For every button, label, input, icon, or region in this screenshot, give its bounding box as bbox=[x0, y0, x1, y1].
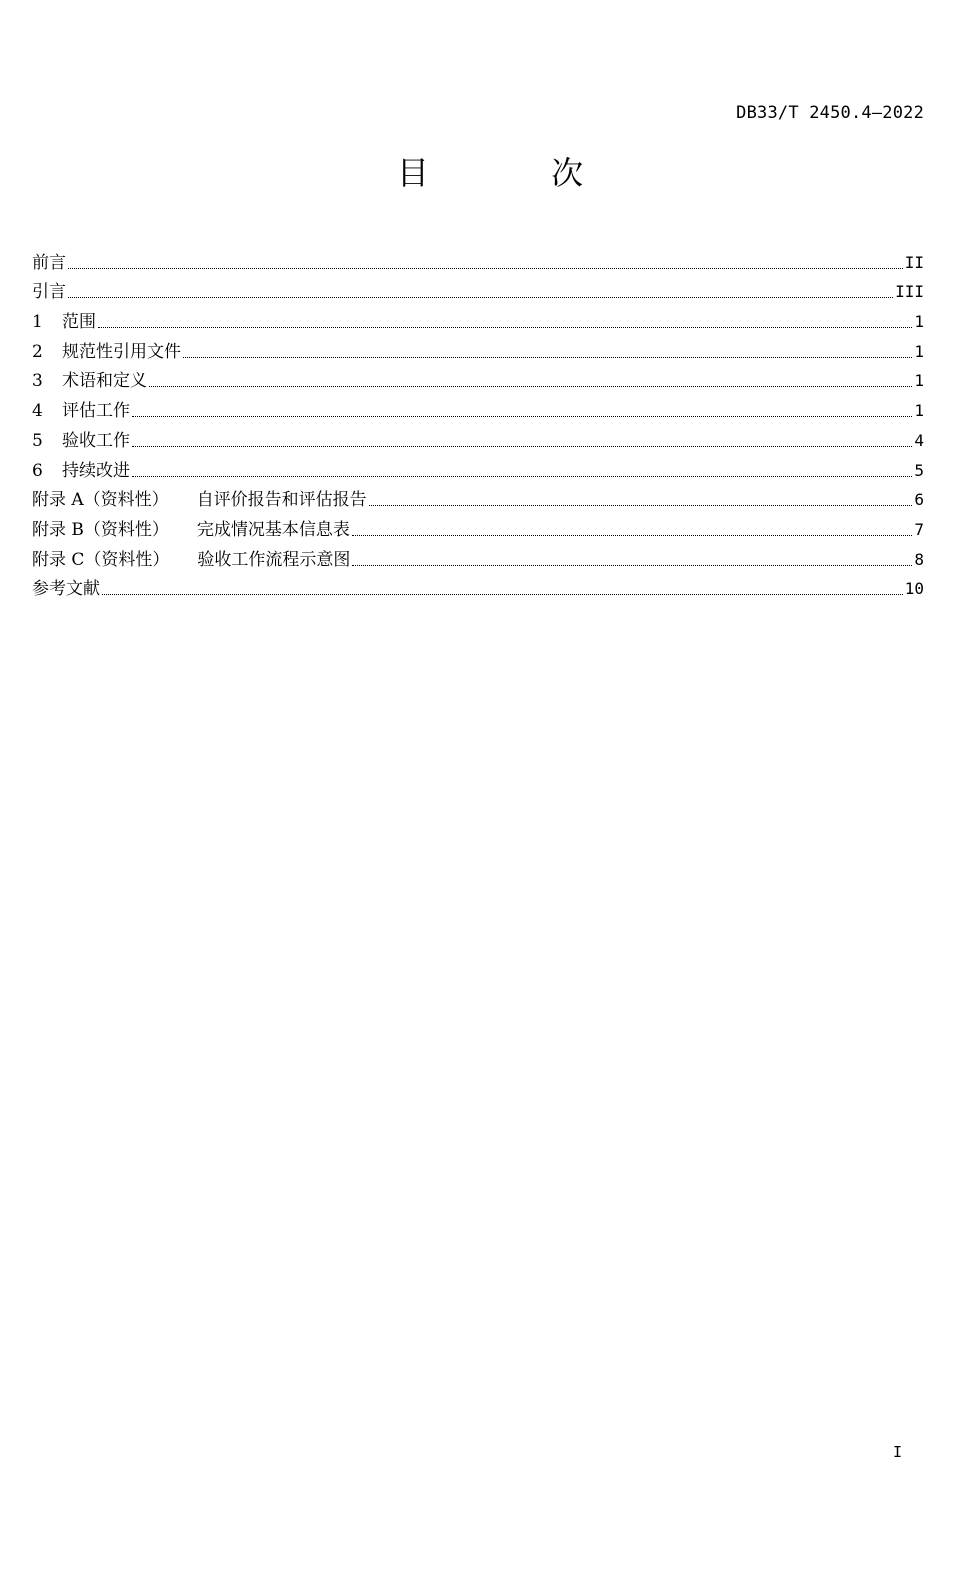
toc-dot-leader bbox=[68, 267, 903, 269]
toc-entry-label: 参考文献 bbox=[32, 579, 100, 600]
document-code: DB33/T 2450.4—2022 bbox=[736, 103, 924, 123]
toc-dot-leader bbox=[132, 445, 912, 447]
toc-appendix-label: 附录 B（资料性） bbox=[32, 519, 169, 540]
toc-entry-number: 4 bbox=[32, 401, 43, 422]
toc-entry-page: 5 bbox=[914, 460, 924, 480]
page-number: I bbox=[892, 1443, 902, 1461]
toc-entry-appendix-a[interactable] bbox=[32, 482, 924, 512]
toc-entry-text: 评估工作 bbox=[62, 401, 130, 422]
toc-entry-label bbox=[32, 519, 350, 541]
toc-entry-introduction[interactable] bbox=[32, 274, 924, 304]
toc-entry-assessment[interactable] bbox=[32, 392, 924, 422]
toc-entry-label bbox=[32, 489, 367, 511]
toc-entry-label bbox=[32, 430, 130, 452]
toc-entry-page: 10 bbox=[904, 579, 924, 599]
toc-entry-text: 规范性引用文件 bbox=[62, 341, 181, 362]
toc-entry-number: 3 bbox=[32, 371, 43, 392]
toc-entry-label: 前言 bbox=[32, 252, 66, 273]
toc-appendix-title: 自评价报告和评估报告 bbox=[196, 490, 367, 511]
toc-entry-page: 7 bbox=[914, 519, 924, 539]
toc-entry-acceptance[interactable] bbox=[32, 422, 924, 452]
toc-entry-foreword[interactable] bbox=[32, 244, 924, 274]
toc-entry-page: 1 bbox=[914, 312, 924, 332]
toc-entry-label: 引言 bbox=[32, 282, 66, 303]
toc-entry-number: 2 bbox=[32, 341, 43, 362]
toc-entry-page: II bbox=[904, 252, 924, 272]
toc-dot-leader bbox=[132, 415, 912, 417]
toc-entry-page: 1 bbox=[914, 401, 924, 421]
toc-entry-text: 范围 bbox=[62, 312, 96, 333]
toc-entry-text: 验收工作 bbox=[62, 430, 130, 451]
toc-appendix-label: 附录 A（资料性） bbox=[32, 490, 169, 511]
toc-entry-normative-references[interactable] bbox=[32, 333, 924, 363]
toc-dot-leader bbox=[183, 356, 912, 358]
toc-entry-number: 5 bbox=[32, 430, 43, 451]
table-of-contents bbox=[32, 244, 924, 600]
toc-entry-text: 持续改进 bbox=[62, 460, 130, 481]
toc-entry-label bbox=[32, 400, 130, 422]
toc-entry-label bbox=[32, 460, 130, 482]
toc-dot-leader bbox=[149, 385, 912, 387]
toc-entry-page: 4 bbox=[914, 430, 924, 450]
toc-entry-continuous-improvement[interactable] bbox=[32, 452, 924, 482]
toc-appendix-title: 完成情况基本信息表 bbox=[196, 519, 350, 540]
toc-entry-appendix-c[interactable] bbox=[32, 541, 924, 571]
toc-entry-page: 1 bbox=[914, 371, 924, 391]
toc-dot-leader bbox=[132, 475, 912, 477]
toc-entry-number: 6 bbox=[32, 460, 43, 481]
toc-entry-label bbox=[32, 370, 147, 392]
toc-entry-number: 1 bbox=[32, 312, 43, 333]
toc-entry-bibliography[interactable] bbox=[32, 571, 924, 601]
toc-entry-text: 术语和定义 bbox=[62, 371, 147, 392]
toc-dot-leader bbox=[102, 593, 903, 595]
toc-entry-label bbox=[32, 549, 350, 571]
toc-dot-leader bbox=[98, 326, 912, 328]
toc-dot-leader bbox=[68, 296, 893, 298]
toc-appendix-title: 验收工作流程示意图 bbox=[197, 549, 351, 570]
toc-entry-scope[interactable] bbox=[32, 303, 924, 333]
toc-entry-page: 8 bbox=[914, 549, 924, 569]
page-title: 目 次 bbox=[396, 154, 640, 192]
toc-entry-page: 1 bbox=[914, 341, 924, 361]
toc-dot-leader bbox=[352, 534, 912, 536]
toc-entry-terms[interactable] bbox=[32, 363, 924, 393]
toc-entry-appendix-b[interactable] bbox=[32, 511, 924, 541]
toc-entry-page: III bbox=[895, 282, 924, 302]
toc-appendix-label: 附录 C（资料性） bbox=[32, 549, 170, 570]
toc-entry-label bbox=[32, 341, 181, 363]
toc-entry-page: 6 bbox=[914, 490, 924, 510]
toc-dot-leader bbox=[369, 504, 913, 506]
toc-entry-label bbox=[32, 311, 96, 333]
toc-dot-leader bbox=[352, 564, 912, 566]
